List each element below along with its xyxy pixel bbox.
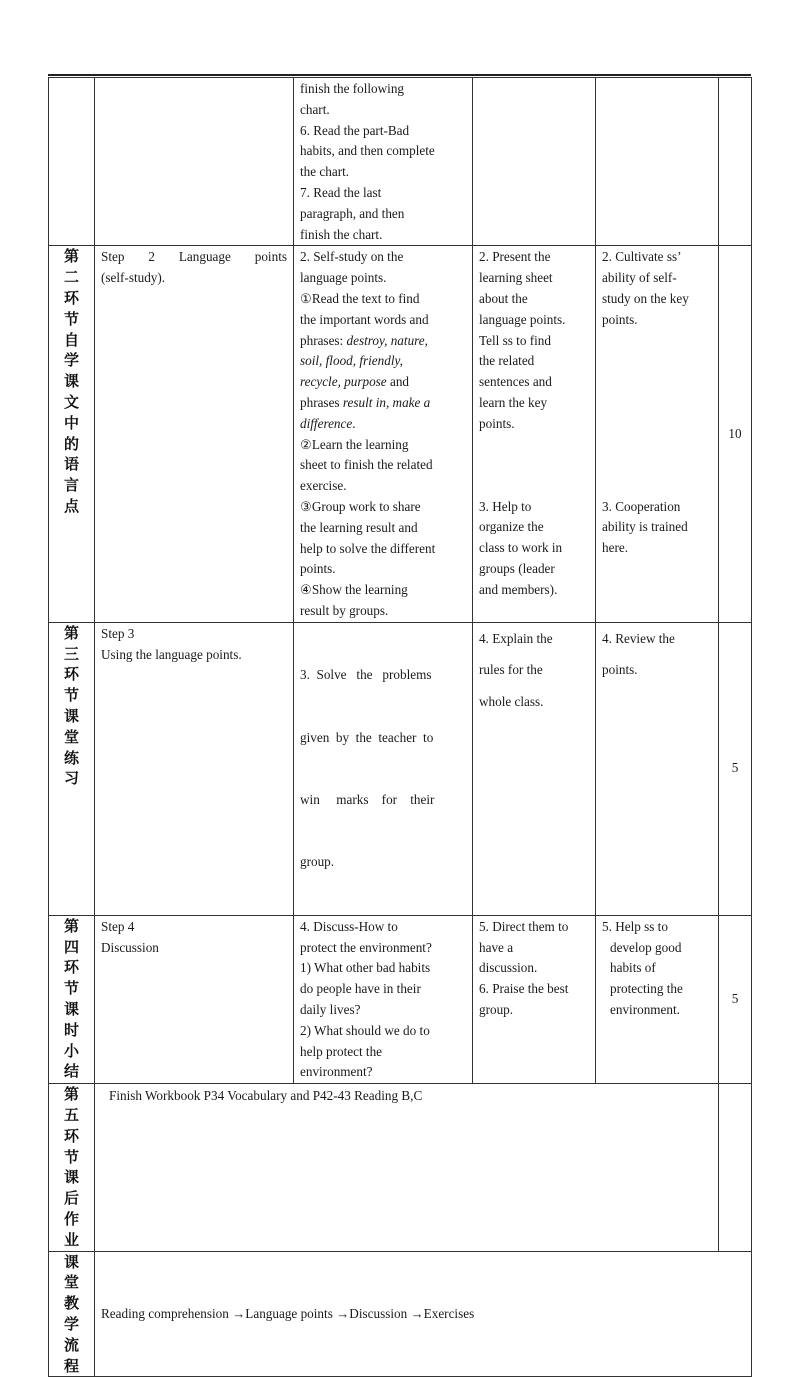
table-row xyxy=(49,246,752,622)
activity-line: ②Learn the learning xyxy=(300,436,409,452)
stage-label xyxy=(49,622,95,915)
stage-label-text: 第五环节课后作业 xyxy=(63,1085,79,1249)
activity-line: the important words and xyxy=(300,311,429,327)
teacher-cell xyxy=(473,78,596,246)
purpose-line: here. xyxy=(602,540,628,556)
time-cell: 5 xyxy=(719,915,752,1083)
time-cell: 5 xyxy=(719,622,752,915)
table-row xyxy=(49,1251,752,1377)
table-row xyxy=(49,78,752,246)
stage-label-text: 第四环节课时小结 xyxy=(63,916,79,1081)
teacher-line: class to work in xyxy=(479,540,563,556)
purpose-line: study on the key xyxy=(602,290,689,306)
purpose-line: points. xyxy=(602,311,638,327)
purpose-cell xyxy=(596,246,719,622)
teacher-line: 4. Explain the xyxy=(479,630,553,646)
step-title: Step 4 xyxy=(101,918,135,934)
step-subtitle: Discussion xyxy=(101,939,159,955)
step-subtitle: (self-study). xyxy=(101,270,166,286)
lesson-plan-table xyxy=(48,77,752,1377)
teacher-line: the related xyxy=(479,353,535,369)
teacher-line: Tell ss to find xyxy=(479,332,551,348)
teacher-line: group. xyxy=(479,1002,514,1018)
activity-cell xyxy=(294,622,473,915)
step-title: Step 2 Language points xyxy=(101,249,287,265)
stage-label-text: 第二环节自学课文中的语言点 xyxy=(63,247,79,515)
list-item: habits, and then complete xyxy=(300,143,435,159)
activity-text: phrases xyxy=(300,394,343,410)
activity-line: 3. Solve the problems xyxy=(300,667,432,683)
stage-label-text: 课堂教学流程 xyxy=(63,1252,79,1375)
activity-line: the learning result and xyxy=(300,519,418,535)
purpose-line: habits of xyxy=(610,960,656,976)
teacher-line: and members). xyxy=(479,581,558,597)
activity-line: ①Read the text to find xyxy=(300,290,420,306)
teacher-line: about the xyxy=(479,290,528,306)
activity-line: 2. Self-study on the xyxy=(300,249,404,265)
activity-line: ④Show the learning xyxy=(300,582,408,598)
purpose-line: develop good xyxy=(610,939,682,955)
list-item: finish the following xyxy=(300,81,405,96)
teacher-line: have a xyxy=(479,939,514,955)
step-subtitle: Using the language points. xyxy=(101,646,242,662)
stage-label xyxy=(49,246,95,622)
purpose-line: ability of self- xyxy=(602,270,677,286)
activity-line: sheet to finish the related xyxy=(300,457,433,473)
table-row xyxy=(49,915,752,1083)
list-item: the chart. xyxy=(300,164,350,180)
activity-line: environment? xyxy=(300,1064,373,1080)
purpose-cell xyxy=(596,622,719,915)
activity-line: do people have in their xyxy=(300,981,421,997)
time-cell xyxy=(719,78,752,246)
activity-line: help to solve the different xyxy=(300,540,436,556)
keyword-text: recycle, purpose xyxy=(300,374,387,390)
stage-label-text: 第三环节课堂练习 xyxy=(63,623,79,788)
activity-cell xyxy=(294,78,473,246)
purpose-line: points. xyxy=(602,662,638,678)
purpose-line: 3. Cooperation xyxy=(602,498,681,514)
activity-line: 4. Discuss-How to xyxy=(300,918,398,934)
label-cell xyxy=(49,78,95,246)
teacher-line: points. xyxy=(479,415,515,431)
teacher-line: discussion. xyxy=(479,960,538,976)
activity-line xyxy=(300,331,466,352)
activity-text: and xyxy=(386,374,410,390)
teacher-line: whole class. xyxy=(479,693,544,709)
table-row xyxy=(49,1084,752,1251)
stage-label xyxy=(49,915,95,1083)
purpose-cell xyxy=(596,915,719,1083)
activity-line: ③Group work to share xyxy=(300,498,421,514)
spacer xyxy=(479,435,589,497)
list-item: chart. xyxy=(300,101,330,117)
teacher-cell xyxy=(473,622,596,915)
step-cell xyxy=(95,915,294,1083)
activity-line: given by the teacher to xyxy=(300,729,434,745)
keyword-text: destroy, nature, xyxy=(346,332,428,348)
activity-line: exercise. xyxy=(300,478,347,494)
purpose-line: 5. Help ss to xyxy=(602,918,668,934)
activity-line xyxy=(300,351,466,372)
purpose-line: environment. xyxy=(610,1002,680,1018)
flow-cell: Reading comprehension →Language points →Discussion →Exercises xyxy=(95,1251,752,1377)
table-row xyxy=(49,622,752,915)
purpose-line: protecting the xyxy=(610,981,683,997)
list-item: 6. Read the part-Bad xyxy=(300,122,410,138)
activity-cell xyxy=(294,246,473,622)
teacher-cell xyxy=(473,915,596,1083)
activity-line xyxy=(300,414,466,435)
teacher-line: learn the key xyxy=(479,394,548,410)
activity-line xyxy=(300,393,466,414)
activity-line: language points. xyxy=(300,270,387,286)
stage-label xyxy=(49,1084,95,1251)
teacher-line: 2. Present the xyxy=(479,249,551,265)
list-item: 7. Read the last xyxy=(300,184,382,200)
teacher-line: sentences and xyxy=(479,374,552,390)
activity-line: group. xyxy=(300,854,335,870)
teacher-line: rules for the xyxy=(479,662,543,678)
stage-label xyxy=(49,1251,95,1377)
activity-cell xyxy=(294,915,473,1083)
time-cell: 10 xyxy=(719,246,752,622)
purpose-line: ability is trained xyxy=(602,519,688,535)
step-title: Step 3 xyxy=(101,625,135,641)
teacher-cell xyxy=(473,246,596,622)
teacher-line: 6. Praise the best xyxy=(479,981,569,997)
spacer xyxy=(602,331,712,497)
purpose-line: 4. Review the xyxy=(602,630,675,646)
purpose-line: 2. Cultivate ss’ xyxy=(602,249,682,265)
activity-line: win marks for their xyxy=(300,792,435,808)
keyword-text: difference xyxy=(300,415,353,431)
homework-cell: Finish Workbook P34 Vocabulary and P42-43 Reading B,C xyxy=(95,1084,719,1251)
top-rule xyxy=(48,74,751,76)
teacher-line: 5. Direct them to xyxy=(479,918,569,934)
step-cell xyxy=(95,246,294,622)
teacher-line: learning sheet xyxy=(479,270,553,286)
keyword-text: result in, make a xyxy=(342,394,431,410)
activity-line: 1) What other bad habits xyxy=(300,960,431,976)
activity-line: daily lives? xyxy=(300,1002,361,1018)
step-cell xyxy=(95,622,294,915)
step-cell xyxy=(95,78,294,246)
activity-line: help protect the xyxy=(300,1043,383,1059)
activity-line: result by groups. xyxy=(300,602,389,618)
teacher-line: language points. xyxy=(479,311,566,327)
purpose-cell xyxy=(596,78,719,246)
list-item: paragraph, and then xyxy=(300,205,405,221)
teacher-line: groups (leader xyxy=(479,560,555,576)
activity-line: protect the environment? xyxy=(300,939,432,955)
keyword-text: soil, flood, friendly, xyxy=(300,353,403,369)
activity-line xyxy=(300,372,466,393)
teacher-line: organize the xyxy=(479,519,544,535)
activity-line: points. xyxy=(300,561,336,577)
list-item: finish the chart. xyxy=(300,226,383,242)
teacher-line: 3. Help to xyxy=(479,498,532,514)
activity-text: . xyxy=(352,415,356,431)
activity-line: 2) What should we do to xyxy=(300,1022,430,1038)
activity-text: phrases: xyxy=(300,332,347,348)
time-cell xyxy=(719,1084,752,1251)
